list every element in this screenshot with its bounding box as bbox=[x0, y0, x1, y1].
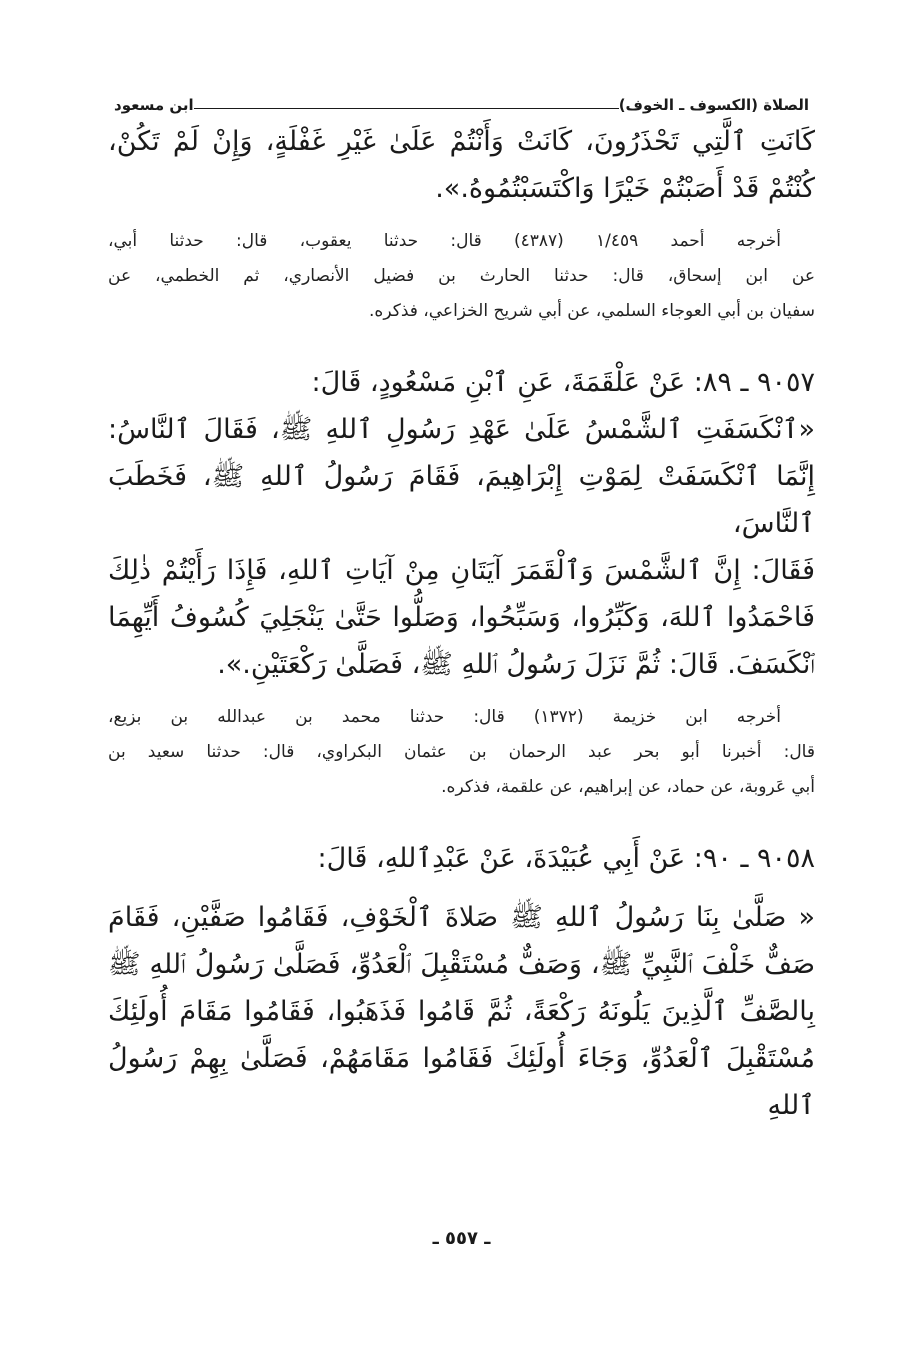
hadith-line: كُنْتُمْ قَدْ أَصَبْتُمْ خَيْرًا وَاكْتَسَبْتُمُوهُ.». bbox=[435, 173, 815, 204]
hadith-text-9057 bbox=[108, 406, 815, 688]
page-number: ـ ٥٥٧ ـ bbox=[432, 1228, 491, 1249]
takhrij-line: أخرجه ابن خزيمة (١٣٧٢) قال: حدثنا محمد بن عبدالله بن بزيع، bbox=[108, 707, 781, 727]
takhrij-note bbox=[108, 700, 815, 805]
hadith-line: بِالصَّفِّ ٱلَّذِينَ يَلُونَهُ رَكْعَةً، ثُمَّ قَامُوا فَذَهَبُوا، فَقَامُوا مَقَامَ أُولَئِكَ bbox=[108, 996, 815, 1027]
hadith-line: إِنَّمَا ٱنْكَسَفَتْ لِمَوْتِ إِبْرَاهِيمَ، فَقَامَ رَسُولُ ٱللهِ ﷺ، فَخَطَبَ ٱلنَّاسَ، bbox=[108, 461, 815, 539]
takhrij-line: عن ابن إسحاق، قال: حدثنا الحارث بن فضيل الأنصاري، ثم الخطمي، عن bbox=[108, 266, 815, 286]
hadith-line: فَقَالَ: إِنَّ ٱلشَّمْسَ وَٱلْقَمَرَ آيَتَانِ مِنْ آيَاتِ ٱللهِ، فَإِذَا رَأَيْتُمْ ذٰلِكَ bbox=[108, 555, 815, 586]
page-content bbox=[108, 118, 815, 1129]
hadith-line: «ٱنْكَسَفَتِ ٱلشَّمْسُ عَلَىٰ عَهْدِ رَسُولِ ٱللهِ ﷺ، فَقَالَ ٱلنَّاسُ: bbox=[108, 414, 815, 445]
takhrij-line: أخرجه أحمد ١/٤٥٩ (٤٣٨٧) قال: حدثنا يعقوب، قال: حدثنا أبي، bbox=[108, 231, 781, 251]
hadith-line: ٱنْكَسَفَ. قَالَ: ثُمَّ نَزَلَ رَسُولُ ٱللهِ ﷺ، فَصَلَّىٰ رَكْعَتَيْنِ.». bbox=[217, 649, 815, 680]
hadith-heading-9058: ٩٠٥٨ ـ ٩٠: عَنْ أَبِي عُبَيْدَةَ، عَنْ عَبْدِٱللهِ، قَالَ: bbox=[317, 843, 815, 874]
hadith-line: « صَلَّىٰ بِنَا رَسُولُ ٱللهِ ﷺ صَلاةَ ٱلْخَوْفِ، فَقَامُوا صَفَّيْنِ، فَقَامَ bbox=[108, 902, 815, 933]
running-header bbox=[108, 86, 815, 114]
hadith-line: فَاحْمَدُوا ٱللهَ، وَكَبِّرُوا، وَسَبِّحُوا، وَصَلُّوا حَتَّىٰ يَنْجَلِيَ كُسُوفُ أَيِّهِمَا bbox=[108, 602, 815, 633]
hadith-heading-9057: ٩٠٥٧ ـ ٨٩: عَنْ عَلْقَمَةَ، عَنِ ٱبْنِ مَسْعُودٍ، قَالَ: bbox=[311, 367, 815, 398]
hadith-line: مُسْتَقْبِلَ ٱلْعَدُوِّ، وَجَاءَ أُولَئِكَ فَقَامُوا مَقَامَهُمْ، فَصَلَّىٰ بِهِمْ رَسُولُ ٱللهِ bbox=[108, 1043, 815, 1121]
takhrij-line: سفيان بن أبي العوجاء السلمي، عن أبي شريح الخزاعي، فذكره. bbox=[369, 301, 815, 321]
hadith-line: كَانَتِ ٱلَّتِي تَحْذَرُونَ، كَانَتْ وَأَنْتُمْ عَلَىٰ غَيْرِ غَفْلَةٍ، وَإِنْ لَمْ تَكُنْ، bbox=[108, 126, 815, 157]
header-chapter-title: ابن مسعود bbox=[114, 96, 194, 114]
takhrij-line: أبي عَروبة، عن حماد، عن إبراهيم، عن علقمة، فذكره. bbox=[441, 777, 815, 797]
hadith-text-9058 bbox=[108, 894, 815, 1129]
header-section-title: الصلاة (الكسوف ـ الخوف) bbox=[618, 96, 809, 114]
hadith-text-continued bbox=[108, 118, 815, 212]
header-rule bbox=[194, 108, 619, 109]
takhrij-note bbox=[108, 224, 815, 329]
takhrij-line: قال: أخبرنا أبو بحر عبد الرحمان بن عثمان البكراوي، قال: حدثنا سعيد بن bbox=[108, 742, 815, 762]
hadith-line: صَفٌّ خَلْفَ ٱلنَّبِيِّ ﷺ، وَصَفٌّ مُسْتَقْبِلَ ٱلْعَدُوِّ، فَصَلَّىٰ رَسُولُ ٱللهِ ﷺ bbox=[108, 949, 815, 980]
